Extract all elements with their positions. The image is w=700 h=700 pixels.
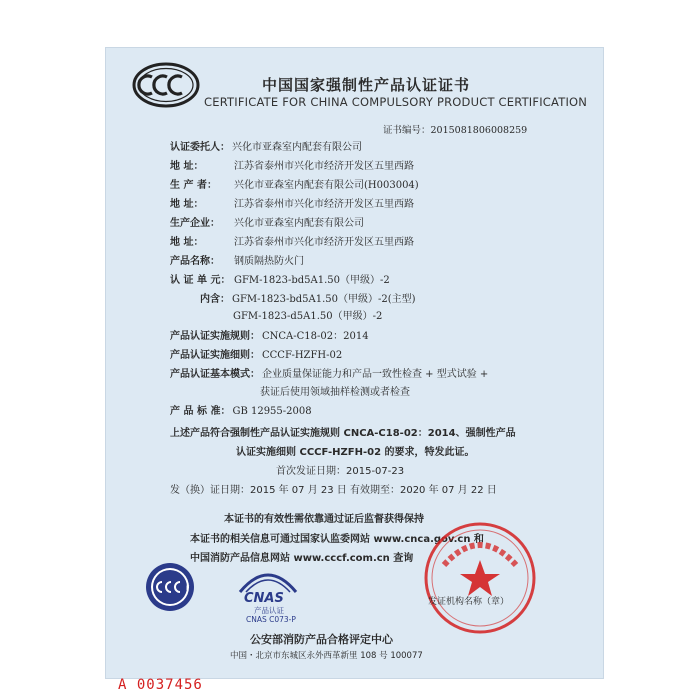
field-value: 江苏省泰州市兴化市经济开发区五里西路 bbox=[234, 237, 414, 248]
field-value: 兴化市亚森室内配套有限公司 bbox=[232, 142, 362, 153]
field-value: GFM-1823-bd5A1.50（甲级）-2(主型) bbox=[232, 294, 416, 305]
field-row-factory-address bbox=[170, 236, 414, 250]
field-label: 生产企业： bbox=[170, 218, 220, 229]
field-value: 钢质隔热防火门 bbox=[234, 256, 304, 267]
field-row-includes bbox=[200, 293, 416, 307]
issuing-organization: 公安部消防产品合格评定中心 bbox=[250, 633, 393, 646]
field-value: 企业质量保证能力和产品一致性检查 + 型式试验 + bbox=[262, 369, 489, 380]
field-value: 兴化市亚森室内配套有限公司 bbox=[234, 218, 364, 229]
field-value: CCCF-HZFH-02 bbox=[262, 350, 343, 361]
ccc-logo-icon bbox=[132, 62, 200, 108]
organization-address: 中国・北京市东城区永外西革新里 108 号 100077 bbox=[230, 651, 423, 661]
field-value: 获证后使用领域抽样检测或者检查 bbox=[260, 387, 410, 398]
field-row-mode-2 bbox=[258, 386, 410, 400]
field-row-client-address bbox=[170, 160, 414, 174]
issuer-label: 发证机构名称（章） bbox=[428, 597, 510, 607]
field-value: GFM-1823-bd5A1.50（甲级）-2 bbox=[234, 275, 390, 286]
field-row-rules bbox=[170, 330, 369, 344]
field-row-includes-2 bbox=[231, 310, 382, 324]
statement-line-2: 认证实施细则 CCCF-HZFH-02 的要求，特发此证。 bbox=[236, 447, 475, 458]
field-row-mode bbox=[170, 368, 488, 382]
field-row-product-name bbox=[170, 255, 304, 269]
field-value: 江苏省泰州市兴化市经济开发区五里西路 bbox=[234, 161, 414, 172]
field-row-detailed-rules bbox=[170, 349, 342, 363]
serial-number: A 0037456 bbox=[118, 677, 203, 693]
ccc-certification-logo-icon bbox=[145, 562, 195, 612]
first-issue-date: 首次发证日期：2015-07-23 bbox=[276, 466, 405, 477]
field-row-manufacturer-address bbox=[170, 198, 414, 212]
svg-text:CNAS: CNAS bbox=[244, 591, 284, 606]
notice-line-3: 中国消防产品信息网站 www.cccf.com.cn 查询 bbox=[190, 553, 414, 564]
certificate-title-en: CERTIFICATE FOR CHINA COMPULSORY PRODUCT CERTIFICATION bbox=[204, 95, 588, 109]
field-row-standard bbox=[170, 405, 312, 419]
field-label: 地 址： bbox=[170, 237, 204, 248]
field-label: 产品认证实施细则： bbox=[170, 350, 260, 361]
certificate-title-cn: 中国国家强制性产品认证证书 bbox=[262, 76, 471, 94]
field-value: CNCA-C18-02：2014 bbox=[262, 331, 369, 342]
validity-dates: 发（换）证日期：2015 年 07 月 23 日 有效期至：2020 年 07 月 22 日 bbox=[170, 485, 497, 496]
field-label: 产 品 标 准： bbox=[170, 406, 231, 417]
field-row-client bbox=[170, 141, 362, 155]
field-label: 产品名称： bbox=[170, 256, 220, 267]
field-label: 内含： bbox=[200, 294, 230, 305]
cnas-code: CNAS C073-P bbox=[246, 615, 296, 624]
field-label: 生 产 者： bbox=[170, 180, 217, 191]
field-label: 地 址： bbox=[170, 199, 204, 210]
field-label: 认证委托人： bbox=[170, 142, 230, 153]
field-label: 产品认证基本模式： bbox=[170, 369, 260, 380]
field-value: 兴化市亚森室内配套有限公司(H003004) bbox=[234, 180, 419, 191]
field-row-manufacturer bbox=[170, 179, 419, 193]
notice-line-2: 本证书的相关信息可通过国家认监委网站 www.cnca.gov.cn 和 bbox=[190, 534, 484, 545]
field-label: 认 证 单 元： bbox=[170, 275, 231, 286]
field-label: 地 址： bbox=[170, 161, 204, 172]
certificate-number: 证书编号：2015081806008259 bbox=[383, 125, 528, 136]
statement-line-1: 上述产品符合强制性产品认证实施规则 CNCA-C18-02：2014、强制性产品 bbox=[170, 428, 516, 439]
field-label: 产品认证实施规则： bbox=[170, 331, 260, 342]
svg-text:F: F bbox=[186, 585, 190, 592]
notice-line-1: 本证书的有效性需依靠通过证后监督获得保持 bbox=[224, 514, 424, 525]
issuer-seal-icon bbox=[422, 520, 538, 636]
field-value: GB 12955-2008 bbox=[232, 406, 312, 417]
field-value: 江苏省泰州市兴化市经济开发区五里西路 bbox=[234, 199, 414, 210]
cnas-caption: 产品认证 bbox=[254, 606, 284, 615]
field-value: GFM-1823-d5A1.50（甲级）-2 bbox=[233, 311, 383, 322]
field-row-cert-unit bbox=[170, 274, 390, 288]
field-row-factory bbox=[170, 217, 364, 231]
